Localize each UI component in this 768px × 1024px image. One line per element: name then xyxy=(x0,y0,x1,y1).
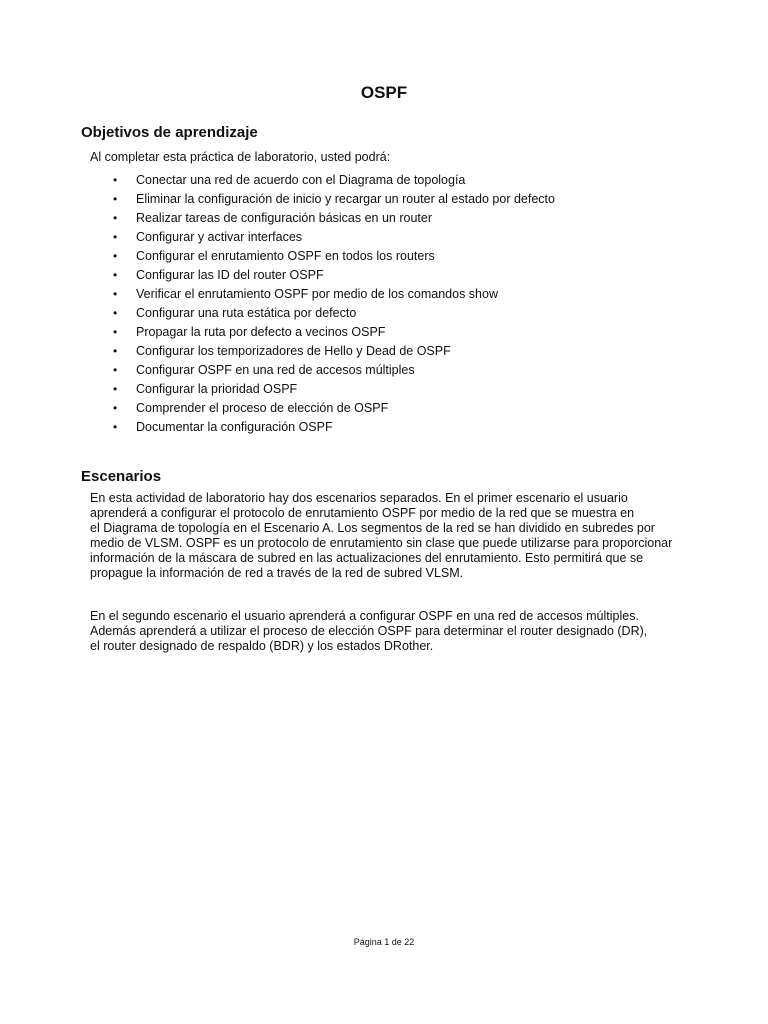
list-item xyxy=(0,190,768,209)
objective-text: Comprender el proceso de elección de OSPF xyxy=(136,401,389,415)
bullet-icon: • xyxy=(113,230,118,244)
list-item xyxy=(0,304,768,323)
paragraph-line: En esta actividad de laboratorio hay dos escenarios separados. En el primer escenario el usuario xyxy=(90,491,628,505)
scenarios-paragraph-2 xyxy=(90,609,690,654)
paragraph-line: información de la máscara de subred en las actualizaciones del enrutamiento. Esto permitirá que se xyxy=(90,551,644,565)
bullet-icon: • xyxy=(113,420,118,434)
objective-text: Configurar los temporizadores de Hello y Dead de OSPF xyxy=(136,344,451,358)
list-item xyxy=(0,418,768,437)
list-item xyxy=(0,342,768,361)
bullet-icon: • xyxy=(113,249,118,263)
list-item xyxy=(0,209,768,228)
list-item xyxy=(0,171,768,190)
objective-text: Eliminar la configuración de inicio y recargar un router al estado por defecto xyxy=(136,192,555,206)
bullet-icon: • xyxy=(113,382,118,396)
objective-text: Configurar la prioridad OSPF xyxy=(136,382,298,396)
objective-text: Realizar tareas de configuración básicas en un router xyxy=(136,211,433,225)
paragraph-line: el Diagrama de topología en el Escenario A. Los segmentos de la red se han dividido en subredes por xyxy=(90,521,655,535)
bullet-icon: • xyxy=(113,344,118,358)
bullet-icon: • xyxy=(113,401,118,415)
bullet-icon: • xyxy=(113,287,118,301)
objectives-list xyxy=(0,171,768,437)
paragraph-line: En el segundo escenario el usuario aprenderá a configurar OSPF en una red de accesos múltiples. xyxy=(90,609,639,623)
objective-text: Configurar y activar interfaces xyxy=(136,230,303,244)
paragraph-line: aprenderá a configurar el protocolo de enrutamiento OSPF por medio de la red que se muestra en xyxy=(90,506,635,520)
bullet-icon: • xyxy=(113,211,118,225)
list-item xyxy=(0,361,768,380)
bullet-icon: • xyxy=(113,306,118,320)
objective-text: Configurar una ruta estática por defecto xyxy=(136,306,357,320)
objective-text: Configurar OSPF en una red de accesos múltiples xyxy=(136,363,415,377)
document-title: OSPF xyxy=(360,83,408,102)
list-item xyxy=(0,285,768,304)
list-item xyxy=(0,380,768,399)
objective-text: Configurar el enrutamiento OSPF en todos los routers xyxy=(136,249,435,263)
objective-text: Verificar el enrutamiento OSPF por medio de los comandos show xyxy=(136,287,498,301)
objective-text: Propagar la ruta por defecto a vecinos OSPF xyxy=(136,325,386,339)
bullet-icon: • xyxy=(113,192,118,206)
paragraph-line: Además aprenderá a utilizar el proceso de elección OSPF para determinar el router designado (DR), xyxy=(90,624,648,638)
bullet-icon: • xyxy=(113,325,118,339)
objectives-intro: Al completar esta práctica de laboratorio, usted podrá: xyxy=(90,150,391,164)
list-item xyxy=(0,323,768,342)
objectives-heading: Objetivos de aprendizaje xyxy=(81,124,258,141)
bullet-icon: • xyxy=(113,268,118,282)
page-number: Página 1 de 22 xyxy=(353,937,415,947)
paragraph-line: el router designado de respaldo (BDR) y los estados DRother. xyxy=(90,639,434,653)
paragraph-line: propague la información de red a través de la red de subred VLSM. xyxy=(90,566,464,580)
list-item xyxy=(0,399,768,418)
list-item xyxy=(0,266,768,285)
objective-text: Conectar una red de acuerdo con el Diagrama de topología xyxy=(136,173,466,187)
scenarios-paragraph-1 xyxy=(90,491,690,581)
objective-text: Documentar la configuración OSPF xyxy=(136,420,333,434)
objective-text: Configurar las ID del router OSPF xyxy=(136,268,324,282)
bullet-icon: • xyxy=(113,363,118,377)
list-item xyxy=(0,247,768,266)
list-item xyxy=(0,228,768,247)
scenarios-heading: Escenarios xyxy=(81,468,162,485)
bullet-icon: • xyxy=(113,173,118,187)
paragraph-line: medio de VLSM. OSPF es un protocolo de enrutamiento sin clase que puede utilizarse para proporcionar xyxy=(90,536,673,550)
